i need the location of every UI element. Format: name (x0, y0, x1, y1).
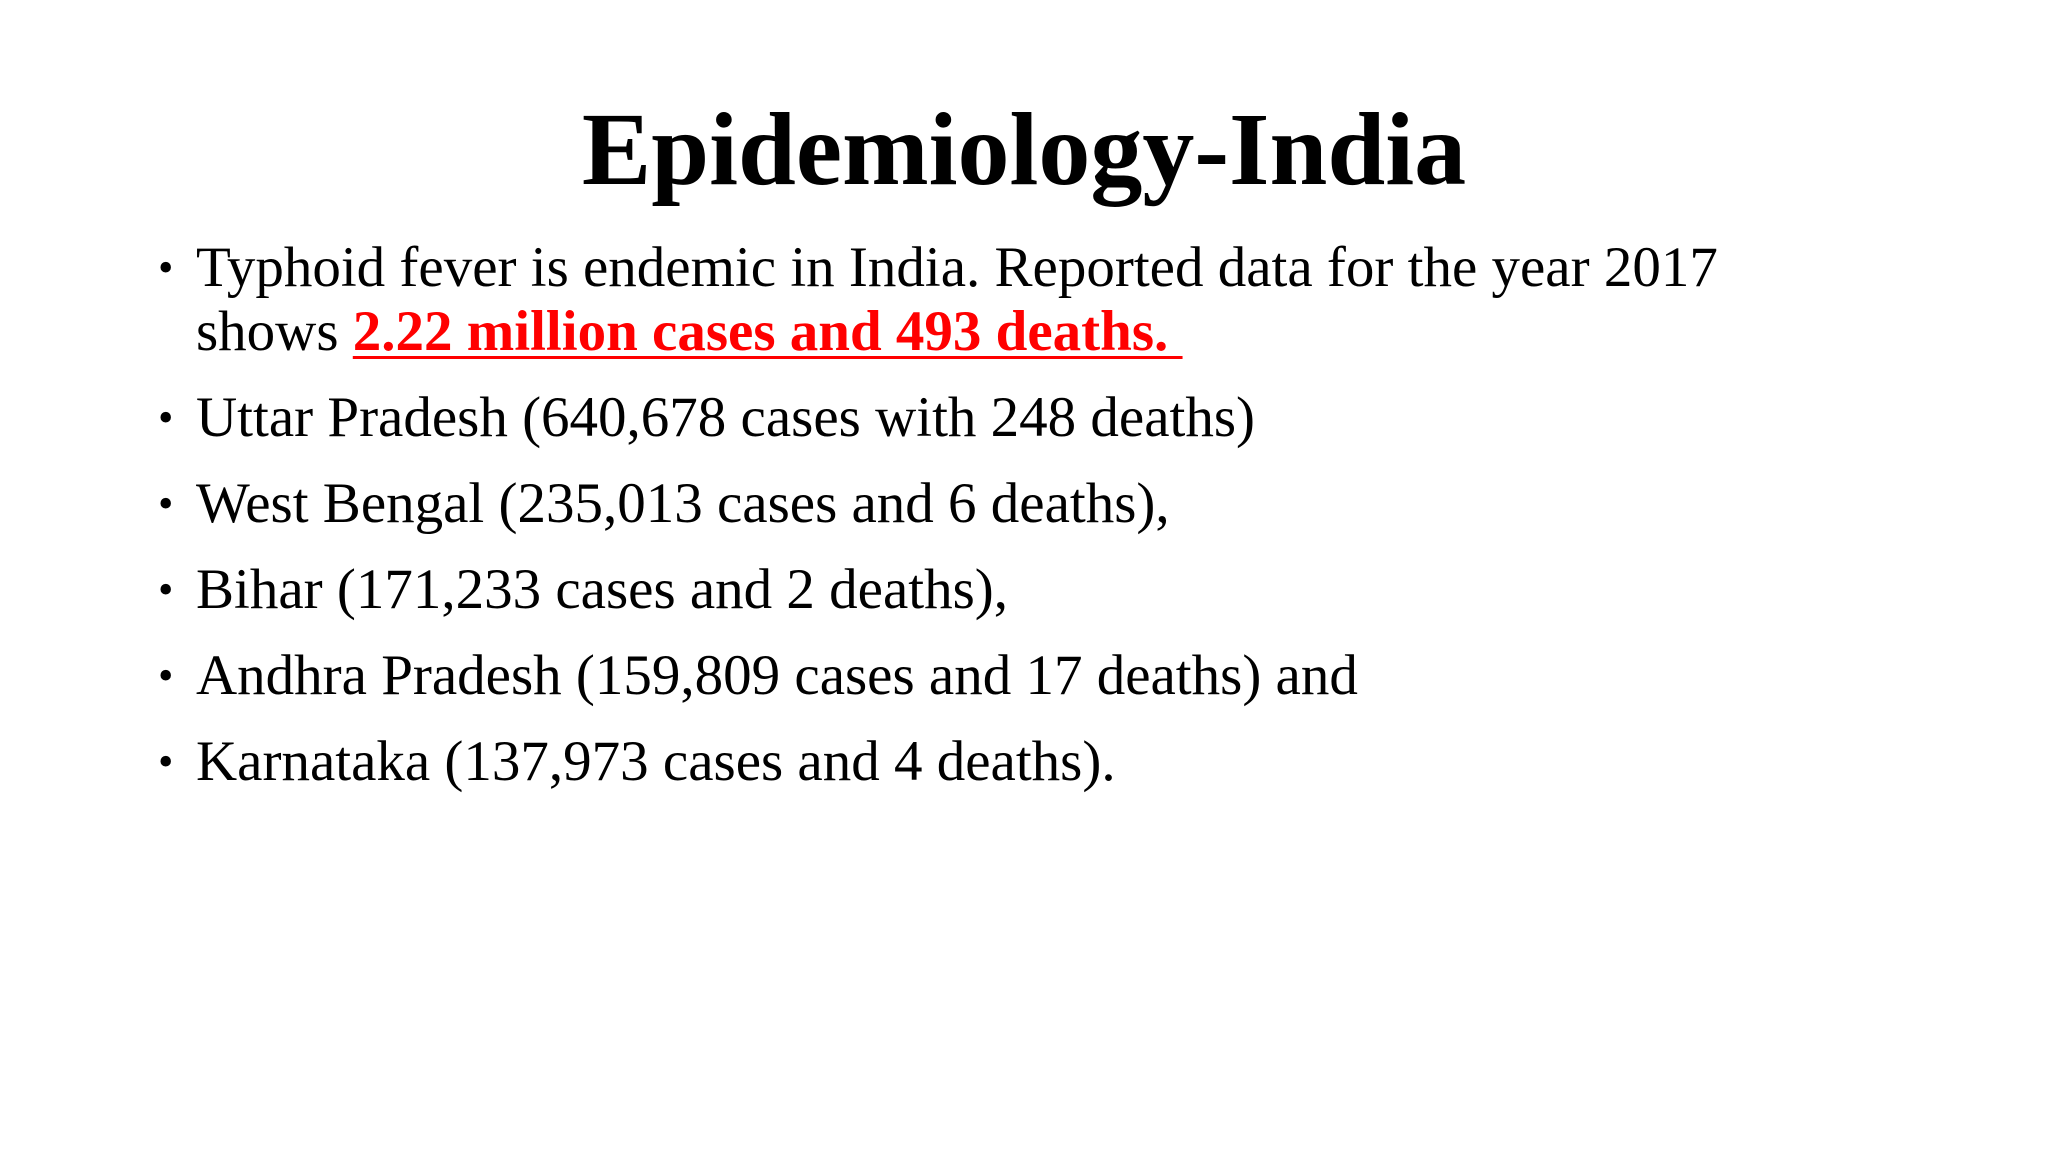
bullet-text: West Bengal (235,013 cases and 6 deaths), (196, 472, 1170, 535)
bullet-item-karnataka (158, 730, 1858, 794)
bullet-text: Uttar Pradesh (640,678 cases with 248 deaths) (196, 386, 1256, 449)
bullet-dot-icon: • (158, 565, 174, 614)
bullet-dot-icon: • (158, 243, 174, 292)
bullet-dot-icon: • (158, 479, 174, 528)
bullet-text: Karnataka (137,973 cases and 4 deaths). (196, 730, 1116, 793)
bullet-item-west-bengal (158, 472, 1858, 536)
bullet-item-uttar-pradesh (158, 386, 1858, 450)
bullet-dot-icon: • (158, 393, 174, 442)
bullet-item-bihar (158, 558, 1858, 622)
bullet-dot-icon: • (158, 737, 174, 786)
bullet-text: Bihar (171,233 cases and 2 deaths), (196, 558, 1009, 621)
highlight-statistic: 2.22 million cases and 493 deaths. (352, 300, 1183, 363)
slide-title: Epidemiology-India (581, 92, 1467, 207)
bullet-list (158, 236, 1858, 816)
bullet-item-andhra-pradesh (158, 644, 1858, 708)
bullet-dot-icon: • (158, 651, 174, 700)
bullet-text: Typhoid fever is endemic in India. Reported data for the year 2017 shows (196, 236, 1718, 363)
bullet-text: Andhra Pradesh (159,809 cases and 17 deaths) and (196, 644, 1358, 707)
bullet-item-national (158, 236, 1858, 364)
